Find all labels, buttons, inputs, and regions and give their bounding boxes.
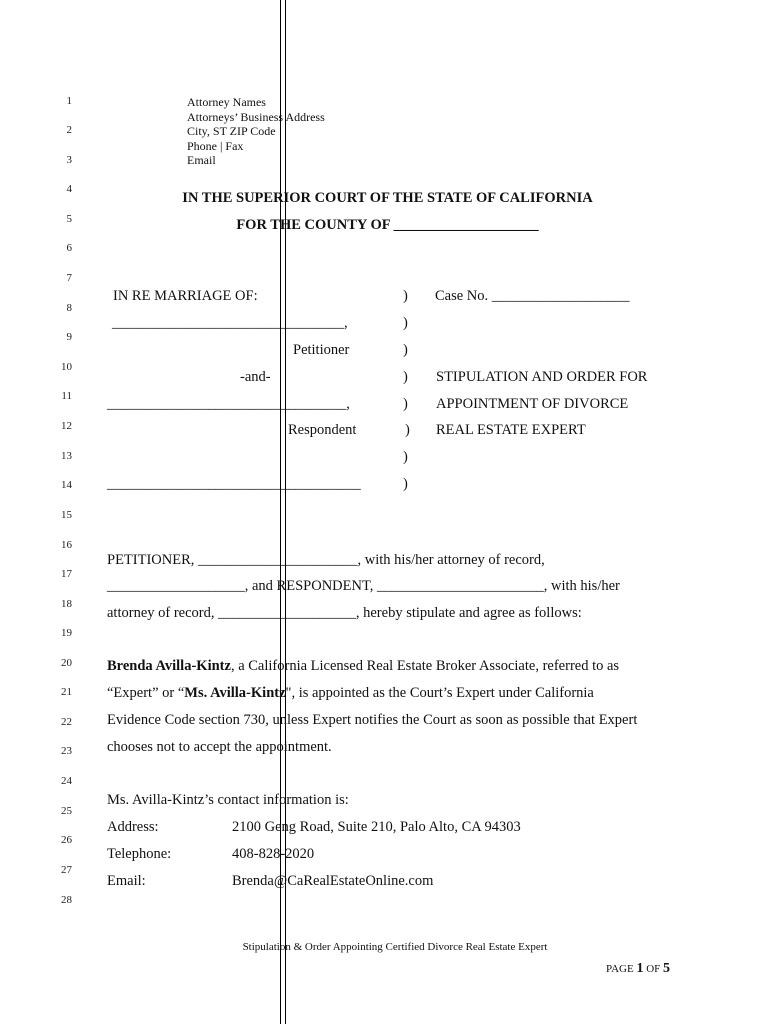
in-re-label: IN RE MARRIAGE OF:	[113, 288, 258, 304]
caption-paren: )	[403, 476, 408, 492]
line-number: 28	[61, 894, 72, 906]
page-total: 5	[663, 961, 671, 976]
line-number: 3	[66, 154, 72, 166]
address-value: 2100 Geng Road, Suite 210, Palo Alto, CA 94303	[232, 819, 521, 835]
line-number: 22	[61, 716, 72, 728]
line-number: 2	[66, 124, 72, 136]
attorney-city: City, ST ZIP Code	[187, 124, 276, 138]
telephone-label: Telephone:	[107, 846, 172, 862]
line-number: 17	[61, 568, 72, 580]
contact-intro: Ms. Avilla-Kintz’s contact information is:	[107, 792, 349, 808]
line-number: 9	[66, 331, 72, 343]
caption-paren: )	[403, 342, 408, 358]
attorney-names: Attorney Names	[187, 95, 266, 109]
line-number: 21	[61, 686, 72, 698]
appointment-line2-pre: “Expert” or “	[107, 685, 185, 701]
expert-short-name: Ms. Avilla-Kintz	[184, 685, 286, 701]
caption-paren: )	[403, 396, 408, 412]
appointment-line2	[107, 685, 594, 702]
line-number: 18	[61, 598, 72, 610]
attorney-block	[187, 95, 325, 168]
line-number: 15	[61, 509, 72, 521]
line-number: 12	[61, 420, 72, 432]
line-number: 24	[61, 775, 72, 787]
stipulation-line1: PETITIONER, ______________________, with his/her attorney of record,	[107, 552, 545, 568]
stipulation-line2: ___________________, and RESPONDENT, _______________________, with his/her	[107, 578, 620, 594]
attorney-address: Attorneys’ Business Address	[187, 109, 325, 124]
line-number: 1	[66, 95, 72, 107]
page-current: 1	[636, 961, 644, 976]
line-number: 4	[66, 183, 72, 195]
extra-party-blank: ___________________________________	[107, 476, 361, 492]
line-number: 19	[61, 627, 72, 639]
page-indicator	[606, 961, 670, 977]
page-of: OF	[646, 963, 661, 975]
document-title-line3: REAL ESTATE EXPERT	[436, 422, 586, 438]
attorney-email: Email	[187, 153, 216, 167]
and-label: -and-	[240, 369, 271, 385]
appointment-line2-text: ", is appointed as the Court’s Expert under California	[285, 685, 594, 701]
appointment-line1-text: , a California Licensed Real Estate Broker Associate, referred to as	[230, 658, 620, 674]
line-number: 7	[66, 272, 72, 284]
line-number: 8	[66, 302, 72, 314]
document-title-line1: STIPULATION AND ORDER FOR	[436, 369, 648, 385]
attorney-phone: Phone | Fax	[187, 138, 244, 153]
caption-paren: )	[403, 369, 408, 385]
petitioner-label: Petitioner	[293, 342, 350, 358]
caption-paren: )	[405, 422, 410, 438]
caption-paren: )	[403, 449, 408, 465]
email-label: Email:	[107, 873, 146, 889]
appointment-line3: Evidence Code section 730, unless Expert notifies the Court as soon as possible that Expert	[107, 712, 638, 728]
footer-title: Stipulation & Order Appointing Certified Divorce Real Estate Expert	[242, 941, 548, 953]
caption-paren: )	[403, 315, 408, 331]
line-number: 26	[61, 834, 72, 846]
document-title-line2: APPOINTMENT OF DIVORCE	[436, 396, 629, 412]
respondent-name-blank: _________________________________,	[107, 396, 350, 412]
stipulation-line3: attorney of record, ___________________, hereby stipulate and agree as follows:	[107, 605, 582, 621]
caption-paren: )	[403, 288, 408, 304]
appointment-line4: chooses not to accept the appointment.	[107, 739, 332, 755]
line-number: 20	[61, 657, 72, 669]
court-title: IN THE SUPERIOR COURT OF THE STATE OF CALIFORNIA	[182, 190, 593, 206]
county-title: FOR THE COUNTY OF ____________________	[236, 217, 539, 233]
line-number: 25	[61, 805, 72, 817]
line-number: 16	[61, 539, 72, 551]
line-number: 27	[61, 864, 72, 876]
page-prefix: PAGE	[606, 963, 634, 975]
line-number: 10	[61, 361, 72, 373]
line-number: 13	[61, 450, 72, 462]
line-number: 6	[66, 242, 72, 254]
respondent-label: Respondent	[288, 422, 357, 438]
petitioner-name-blank: ________________________________,	[112, 315, 348, 331]
expert-name: Brenda Avilla-Kintz	[107, 658, 231, 674]
line-number: 11	[61, 390, 72, 402]
line-number: 23	[61, 745, 72, 757]
line-number: 14	[61, 479, 72, 491]
appointment-line1	[107, 658, 619, 675]
email-value: Brenda@CaRealEstateOnline.com	[232, 873, 434, 889]
line-number: 5	[66, 213, 72, 225]
address-label: Address:	[107, 819, 159, 835]
telephone-value: 408-828-2020	[232, 846, 315, 862]
case-number: Case No. ___________________	[435, 288, 630, 304]
